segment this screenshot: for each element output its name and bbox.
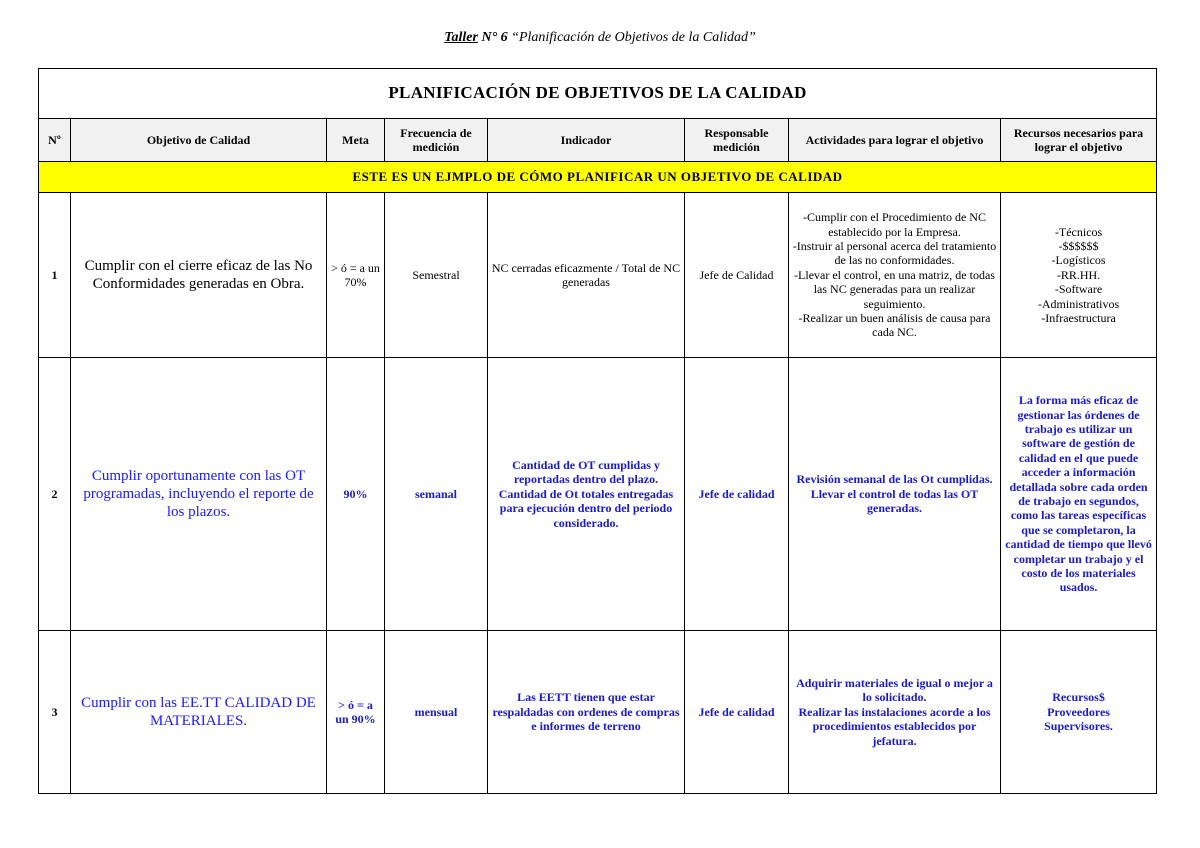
page-title-lead: Taller bbox=[444, 30, 478, 45]
row-frecuencia: Semestral bbox=[385, 193, 488, 358]
row-meta: > ó = a un 90% bbox=[327, 631, 385, 794]
row-meta: 90% bbox=[327, 358, 385, 631]
header-responsable: Responsable medición bbox=[685, 119, 789, 162]
row-number: 3 bbox=[39, 631, 71, 794]
row-responsable: Jefe de calidad bbox=[685, 358, 789, 631]
page-title-number: N° 6 bbox=[481, 30, 508, 45]
header-meta: Meta bbox=[327, 119, 385, 162]
row-responsable: Jefe de calidad bbox=[685, 631, 789, 794]
header-frecuencia: Frecuencia de medición bbox=[385, 119, 488, 162]
row-indicador: Las EETT tienen que estar respaldadas con ordenes de compras e informes de terreno bbox=[488, 631, 685, 794]
header-row bbox=[39, 119, 1157, 162]
row-frecuencia: semanal bbox=[385, 358, 488, 631]
page-title bbox=[0, 30, 1200, 46]
row-meta: > ó = a un 70% bbox=[327, 193, 385, 358]
header-actividades: Actividades para lograr el objetivo bbox=[789, 119, 1001, 162]
row-number: 2 bbox=[39, 358, 71, 631]
row-actividades: Revisión semanal de las Ot cumplidas. Llevar el control de todas las OT generadas. bbox=[789, 358, 1001, 631]
header-n: Nº bbox=[39, 119, 71, 162]
table-row bbox=[39, 631, 1157, 794]
row-actividades: -Cumplir con el Procedimiento de NC establecido por la Empresa. -Instruir al personal acerca del tratamiento de las no conformidades. -Llevar el control, en una matriz, de todas las NC generadas para un realizar seguimiento. -Realizar un buen análisis de causa para cada NC. bbox=[789, 193, 1001, 358]
header-recursos: Recursos necesarios para lograr el objetivo bbox=[1001, 119, 1157, 162]
row-indicador: NC cerradas eficazmente / Total de NC generadas bbox=[488, 193, 685, 358]
example-banner: ESTE ES UN EJMPLO DE CÓMO PLANIFICAR UN OBJETIVO DE CALIDAD bbox=[39, 162, 1157, 193]
row-recursos: La forma más eficaz de gestionar las órdenes de trabajo es utilizar un software de gestión de calidad en el que puede acceder a información detallada sobre cada orden de trabajo en segundos, como las tareas específicas que se completaron, la cantidad de tiempo que llevó completar un trabajo y el costo de los materiales usados. bbox=[1001, 358, 1157, 631]
row-objetivo: Cumplir oportunamente con las OT programadas, incluyendo el reporte de los plazos. bbox=[71, 358, 327, 631]
page-title-subtitle: “Planificación de Objetivos de la Calidad” bbox=[511, 30, 756, 45]
row-number: 1 bbox=[39, 193, 71, 358]
row-objetivo: Cumplir con el cierre eficaz de las No Conformidades generadas en Obra. bbox=[71, 193, 327, 358]
header-objetivo: Objetivo de Calidad bbox=[71, 119, 327, 162]
row-indicador: Cantidad de OT cumplidas y reportadas dentro del plazo. Cantidad de Ot totales entregadas para ejecución dentro del periodo considerado. bbox=[488, 358, 685, 631]
row-objetivo: Cumplir con las EE.TT CALIDAD DE MATERIALES. bbox=[71, 631, 327, 794]
table-row bbox=[39, 358, 1157, 631]
row-responsable: Jefe de Calidad bbox=[685, 193, 789, 358]
row-actividades: Adquirir materiales de igual o mejor a lo solicitado. Realizar las instalaciones acorde a los procedimientos establecidos por jefatura. bbox=[789, 631, 1001, 794]
table-row bbox=[39, 193, 1157, 358]
row-recursos: -Técnicos -$$$$$$ -Logísticos -RR.HH. -Software -Administrativos -Infraestructura bbox=[1001, 193, 1157, 358]
table-title: PLANIFICACIÓN DE OBJETIVOS DE LA CALIDAD bbox=[39, 69, 1157, 119]
row-recursos: Recursos$ Proveedores Supervisores. bbox=[1001, 631, 1157, 794]
header-indicador: Indicador bbox=[488, 119, 685, 162]
row-frecuencia: mensual bbox=[385, 631, 488, 794]
planning-table bbox=[38, 68, 1157, 794]
